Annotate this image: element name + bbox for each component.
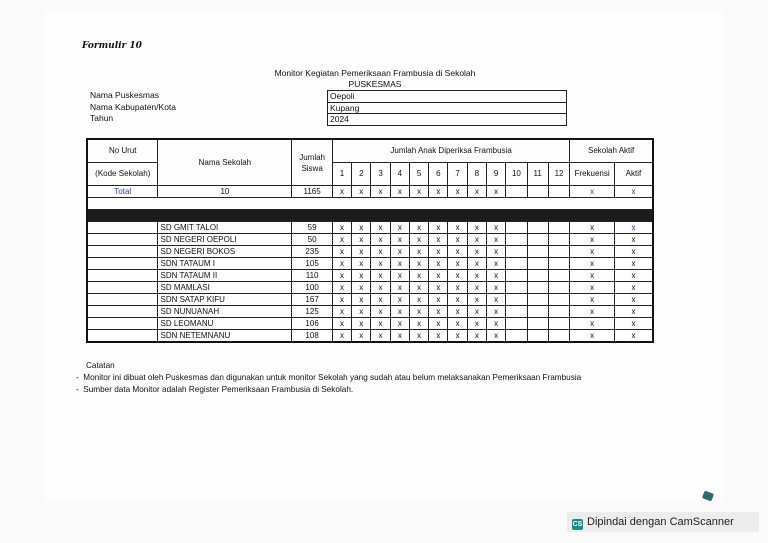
mark-cell bbox=[548, 306, 569, 318]
mark-cell: x bbox=[332, 294, 351, 306]
school-name-cell: SD NEGERI BOKOS bbox=[158, 246, 292, 258]
school-name-cell: SDN SATAP KIFU bbox=[158, 294, 292, 306]
frekuensi-cell: x bbox=[570, 270, 615, 282]
mark-cell bbox=[548, 294, 569, 306]
mark-cell bbox=[548, 318, 569, 330]
mark-cell: x bbox=[390, 234, 409, 246]
meta-value-kabupaten: Kupang bbox=[327, 102, 567, 115]
student-count-cell: 59 bbox=[292, 222, 333, 234]
mark-cell: x bbox=[467, 246, 486, 258]
aktif-cell: x bbox=[614, 258, 653, 270]
header-month: 11 bbox=[527, 163, 548, 186]
mark-cell: x bbox=[429, 222, 448, 234]
header-frekuensi: Frekuensi bbox=[570, 163, 615, 186]
table-row bbox=[87, 330, 653, 343]
aktif-cell: x bbox=[614, 234, 653, 246]
mark-cell: x bbox=[371, 330, 390, 343]
header-month: 9 bbox=[487, 163, 506, 186]
mark-cell bbox=[548, 330, 569, 343]
mark-cell: x bbox=[487, 330, 506, 343]
mark-cell bbox=[548, 270, 569, 282]
header-month: 2 bbox=[352, 163, 371, 186]
mark-cell: x bbox=[390, 306, 409, 318]
meta-labels bbox=[90, 90, 176, 125]
mark-cell: x bbox=[332, 306, 351, 318]
meta-values bbox=[327, 90, 567, 125]
mark-cell bbox=[548, 234, 569, 246]
mark-cell: x bbox=[352, 270, 371, 282]
mark-cell: x bbox=[371, 258, 390, 270]
meta-value-puskesmas: Oepoli bbox=[327, 90, 567, 103]
mark-cell: x bbox=[409, 318, 428, 330]
table-row bbox=[87, 294, 653, 306]
mark-cell: x bbox=[429, 234, 448, 246]
total-mark-cell: x bbox=[371, 186, 390, 198]
note-item: - Monitor ini dibuat oleh Puskesmas dan digunakan untuk monitor Sekolah yang sudah atau belum melaksanakan Pemeriksaan Frambusia bbox=[76, 373, 582, 382]
frekuensi-cell: x bbox=[570, 246, 615, 258]
mark-cell: x bbox=[448, 282, 467, 294]
notes bbox=[76, 360, 581, 396]
frekuensi-cell: x bbox=[570, 294, 615, 306]
frekuensi-cell: x bbox=[570, 222, 615, 234]
mark-cell bbox=[548, 282, 569, 294]
mark-cell: x bbox=[448, 246, 467, 258]
mark-cell: x bbox=[487, 306, 506, 318]
table-row bbox=[87, 270, 653, 282]
aktif-cell: x bbox=[614, 294, 653, 306]
header-nama-sekolah: Nama Sekolah bbox=[158, 139, 292, 186]
mark-cell bbox=[506, 222, 527, 234]
mark-cell bbox=[527, 234, 548, 246]
header-month: 1 bbox=[332, 163, 351, 186]
mark-cell: x bbox=[352, 246, 371, 258]
total-mark-cell bbox=[548, 186, 569, 198]
mark-cell: x bbox=[371, 222, 390, 234]
total-mark-cell: x bbox=[448, 186, 467, 198]
mark-cell: x bbox=[390, 282, 409, 294]
total-mark-cell: x bbox=[467, 186, 486, 198]
header-month: 4 bbox=[390, 163, 409, 186]
mark-cell bbox=[548, 258, 569, 270]
frekuensi-cell: x bbox=[570, 258, 615, 270]
student-count-cell: 108 bbox=[292, 330, 333, 343]
table-row bbox=[87, 222, 653, 234]
mark-cell: x bbox=[487, 258, 506, 270]
subtitle-line: PUSKESMAS bbox=[348, 79, 402, 89]
student-count-cell: 235 bbox=[292, 246, 333, 258]
mark-cell: x bbox=[409, 246, 428, 258]
frekuensi-cell: x bbox=[570, 318, 615, 330]
aktif-cell: x bbox=[614, 222, 653, 234]
total-mark-cell: x bbox=[429, 186, 448, 198]
camscanner-logo-icon: CS bbox=[572, 521, 583, 528]
header-month: 8 bbox=[467, 163, 486, 186]
kode-cell bbox=[87, 294, 158, 306]
total-frekuensi: x bbox=[570, 186, 615, 198]
notes-heading: Catatan bbox=[86, 361, 115, 370]
mark-cell: x bbox=[467, 294, 486, 306]
mark-cell: x bbox=[352, 330, 371, 343]
mark-cell: x bbox=[448, 294, 467, 306]
total-mark-cell: x bbox=[409, 186, 428, 198]
table-row bbox=[87, 282, 653, 294]
mark-cell: x bbox=[332, 222, 351, 234]
mark-cell: x bbox=[371, 282, 390, 294]
mark-cell: x bbox=[409, 330, 428, 343]
mark-cell: x bbox=[429, 270, 448, 282]
kode-cell bbox=[87, 330, 158, 343]
header-month: 5 bbox=[409, 163, 428, 186]
mark-cell: x bbox=[429, 282, 448, 294]
total-label: Total bbox=[87, 186, 158, 198]
student-count-cell: 50 bbox=[292, 234, 333, 246]
mark-cell: x bbox=[390, 270, 409, 282]
mark-cell: x bbox=[448, 222, 467, 234]
kode-cell bbox=[87, 270, 158, 282]
gap-cell bbox=[87, 198, 653, 210]
mark-cell: x bbox=[332, 318, 351, 330]
header-sekolah-aktif: Sekolah Aktif bbox=[570, 139, 653, 163]
school-name-cell: SD NUNUANAH bbox=[158, 306, 292, 318]
meta-label-kabupaten: Nama Kabupaten/Kota bbox=[90, 101, 177, 112]
student-count-cell: 110 bbox=[292, 270, 333, 282]
header-month: 3 bbox=[371, 163, 390, 186]
mark-cell: x bbox=[429, 294, 448, 306]
mark-cell: x bbox=[487, 282, 506, 294]
mark-cell: x bbox=[487, 234, 506, 246]
mark-cell: x bbox=[429, 330, 448, 343]
mark-cell bbox=[506, 234, 527, 246]
mark-cell: x bbox=[352, 258, 371, 270]
kode-cell bbox=[87, 282, 158, 294]
total-mark-cell bbox=[506, 186, 527, 198]
mark-cell bbox=[548, 246, 569, 258]
student-count-cell: 105 bbox=[292, 258, 333, 270]
mark-cell: x bbox=[429, 258, 448, 270]
mark-cell bbox=[527, 270, 548, 282]
mark-cell bbox=[527, 246, 548, 258]
mark-cell: x bbox=[467, 318, 486, 330]
aktif-cell: x bbox=[614, 282, 653, 294]
frekuensi-cell: x bbox=[570, 306, 615, 318]
frekuensi-cell: x bbox=[570, 330, 615, 343]
mark-cell: x bbox=[390, 258, 409, 270]
kode-cell bbox=[87, 222, 158, 234]
form-label: Formulir 10 bbox=[82, 41, 142, 51]
mark-cell bbox=[527, 330, 548, 343]
mark-cell: x bbox=[467, 282, 486, 294]
header-aktif: Aktif bbox=[614, 163, 653, 186]
mark-cell: x bbox=[390, 330, 409, 343]
mark-cell: x bbox=[332, 258, 351, 270]
mark-cell: x bbox=[409, 222, 428, 234]
mark-cell: x bbox=[390, 222, 409, 234]
mark-cell: x bbox=[352, 234, 371, 246]
mark-cell: x bbox=[390, 318, 409, 330]
mark-cell: x bbox=[371, 294, 390, 306]
mark-cell: x bbox=[467, 234, 486, 246]
mark-cell bbox=[506, 330, 527, 343]
school-name-cell: SDN TATAUM II bbox=[158, 270, 292, 282]
mark-cell: x bbox=[371, 270, 390, 282]
total-mark-cell bbox=[527, 186, 548, 198]
school-name-cell: SD NEGERI OEPOLI bbox=[158, 234, 292, 246]
kode-cell bbox=[87, 318, 158, 330]
document-title bbox=[220, 68, 530, 90]
mark-cell: x bbox=[448, 234, 467, 246]
frekuensi-cell: x bbox=[570, 282, 615, 294]
mark-cell: x bbox=[371, 234, 390, 246]
mark-cell: x bbox=[409, 306, 428, 318]
mark-cell: x bbox=[448, 318, 467, 330]
mark-cell: x bbox=[448, 270, 467, 282]
student-count-cell: 167 bbox=[292, 294, 333, 306]
header-kode-sekolah: (Kode Sekolah) bbox=[87, 163, 158, 186]
mark-cell: x bbox=[409, 270, 428, 282]
total-nama: 10 bbox=[158, 186, 292, 198]
table-row bbox=[87, 306, 653, 318]
mark-cell bbox=[548, 222, 569, 234]
aktif-cell: x bbox=[614, 318, 653, 330]
header-jumlah-siswa: Jumlah Siswa bbox=[292, 139, 333, 186]
frekuensi-cell: x bbox=[570, 234, 615, 246]
mark-cell: x bbox=[467, 222, 486, 234]
total-mark-cell: x bbox=[390, 186, 409, 198]
student-count-cell: 100 bbox=[292, 282, 333, 294]
aktif-cell: x bbox=[614, 246, 653, 258]
mark-cell: x bbox=[352, 294, 371, 306]
school-name-cell: SD LEOMANU bbox=[158, 318, 292, 330]
dark-band bbox=[87, 210, 653, 222]
total-jumlah: 1165 bbox=[292, 186, 333, 198]
mark-cell: x bbox=[371, 246, 390, 258]
mark-cell: x bbox=[409, 234, 428, 246]
student-count-cell: 106 bbox=[292, 318, 333, 330]
school-name-cell: SD GMIT TALOI bbox=[158, 222, 292, 234]
mark-cell: x bbox=[429, 306, 448, 318]
table-row bbox=[87, 258, 653, 270]
header-month: 10 bbox=[506, 163, 527, 186]
aktif-cell: x bbox=[614, 330, 653, 343]
kode-cell bbox=[87, 306, 158, 318]
mark-cell: x bbox=[429, 318, 448, 330]
mark-cell bbox=[506, 294, 527, 306]
table-row bbox=[87, 318, 653, 330]
mark-cell bbox=[527, 258, 548, 270]
mark-cell: x bbox=[409, 294, 428, 306]
mark-cell: x bbox=[332, 234, 351, 246]
monitor-table bbox=[86, 138, 654, 343]
mark-cell: x bbox=[409, 258, 428, 270]
mark-cell: x bbox=[409, 282, 428, 294]
camscanner-badge bbox=[567, 512, 759, 532]
mark-cell: x bbox=[332, 270, 351, 282]
mark-cell: x bbox=[467, 270, 486, 282]
total-mark-cell: x bbox=[352, 186, 371, 198]
mark-cell: x bbox=[390, 294, 409, 306]
camscanner-text: Dipindai dengan CamScanner bbox=[587, 516, 734, 528]
school-name-cell: SD MAMLASI bbox=[158, 282, 292, 294]
kode-cell bbox=[87, 234, 158, 246]
mark-cell: x bbox=[487, 294, 506, 306]
mark-cell bbox=[506, 318, 527, 330]
note-text: Monitor ini dibuat oleh Puskesmas dan digunakan untuk monitor Sekolah yang sudah atau belum melaksanakan Pemeriksaan Frambusia bbox=[83, 373, 582, 382]
mark-cell bbox=[506, 306, 527, 318]
aktif-cell: x bbox=[614, 306, 653, 318]
mark-cell: x bbox=[487, 318, 506, 330]
mark-cell: x bbox=[487, 270, 506, 282]
mark-cell bbox=[506, 282, 527, 294]
mark-cell: x bbox=[332, 330, 351, 343]
student-count-cell: 125 bbox=[292, 306, 333, 318]
mark-cell bbox=[527, 294, 548, 306]
mark-cell: x bbox=[390, 246, 409, 258]
mark-cell: x bbox=[352, 282, 371, 294]
total-aktif: x bbox=[614, 186, 653, 198]
mark-cell: x bbox=[352, 318, 371, 330]
mark-cell: x bbox=[332, 282, 351, 294]
school-name-cell: SDN TATAUM I bbox=[158, 258, 292, 270]
mark-cell: x bbox=[371, 306, 390, 318]
table-row bbox=[87, 234, 653, 246]
mark-cell: x bbox=[467, 258, 486, 270]
header-month: 7 bbox=[448, 163, 467, 186]
mark-cell: x bbox=[352, 306, 371, 318]
mark-cell: x bbox=[332, 246, 351, 258]
note-item: - Sumber data Monitor adalah Register Pemeriksaan Frambusia di Sekolah. bbox=[76, 385, 354, 394]
kode-cell bbox=[87, 258, 158, 270]
total-mark-cell: x bbox=[487, 186, 506, 198]
school-name-cell: SDN NETEMNANU bbox=[158, 330, 292, 343]
mark-cell bbox=[527, 306, 548, 318]
meta-label-tahun: Tahun bbox=[90, 113, 114, 123]
header-month: 12 bbox=[548, 163, 569, 186]
dark-band-row bbox=[87, 210, 653, 222]
header-jumlah-diperiksa: Jumlah Anak Diperiksa Frambusia bbox=[332, 139, 569, 163]
mark-cell: x bbox=[487, 222, 506, 234]
mark-cell bbox=[506, 270, 527, 282]
total-row bbox=[87, 186, 653, 198]
mark-cell: x bbox=[487, 246, 506, 258]
mark-cell bbox=[527, 318, 548, 330]
header-row bbox=[87, 139, 653, 163]
mark-cell: x bbox=[352, 222, 371, 234]
mark-cell: x bbox=[448, 258, 467, 270]
mark-cell: x bbox=[429, 246, 448, 258]
mark-cell: x bbox=[371, 318, 390, 330]
mark-cell: x bbox=[467, 306, 486, 318]
header-month: 6 bbox=[429, 163, 448, 186]
total-mark-cell: x bbox=[332, 186, 351, 198]
note-text: Sumber data Monitor adalah Register Pemeriksaan Frambusia di Sekolah. bbox=[83, 385, 354, 394]
mark-cell bbox=[527, 282, 548, 294]
kode-cell bbox=[87, 246, 158, 258]
aktif-cell: x bbox=[614, 270, 653, 282]
mark-cell: x bbox=[448, 330, 467, 343]
mark-cell: x bbox=[467, 330, 486, 343]
mark-cell bbox=[506, 258, 527, 270]
mark-cell bbox=[527, 222, 548, 234]
gap-row bbox=[87, 198, 653, 210]
meta-value-tahun: 2024 bbox=[327, 113, 567, 126]
table-row bbox=[87, 246, 653, 258]
mark-cell: x bbox=[448, 306, 467, 318]
mark-cell bbox=[506, 246, 527, 258]
title-line: Monitor Kegiatan Pemeriksaan Frambusia di Sekolah bbox=[274, 68, 476, 78]
meta-label-puskesmas: Nama Puskesmas bbox=[90, 90, 159, 100]
header-no-urut: No Urut bbox=[87, 139, 158, 163]
